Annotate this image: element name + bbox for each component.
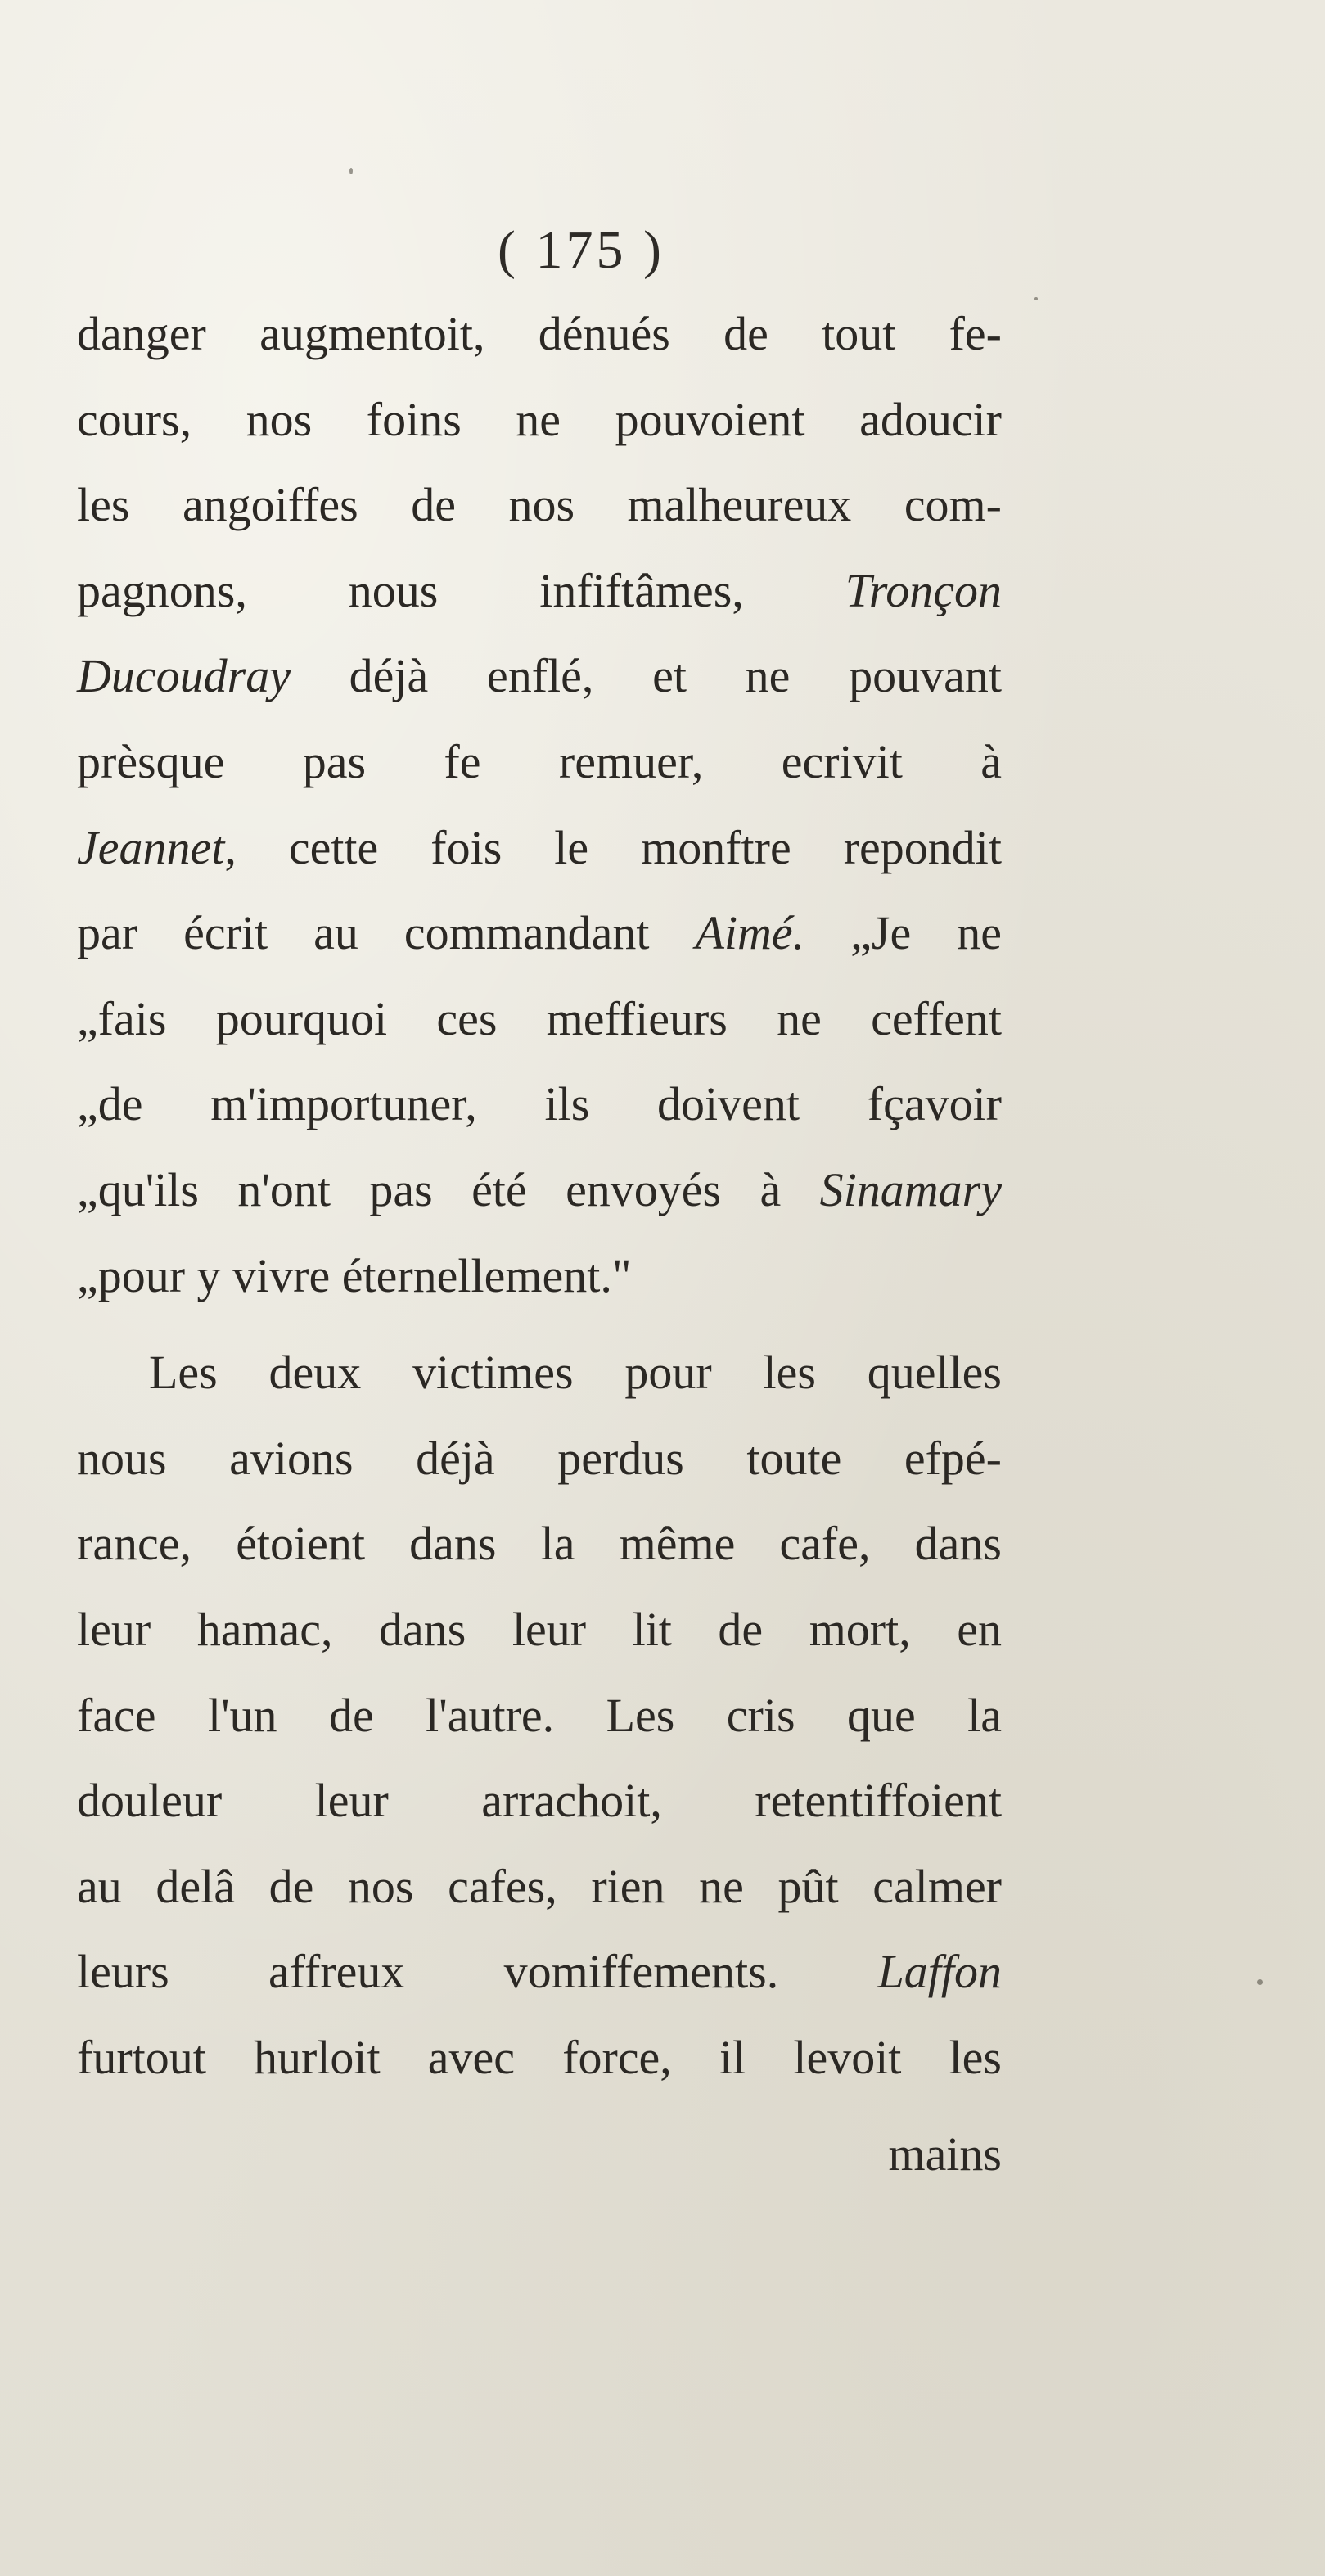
text-run: pagnons, nous infiftâmes, bbox=[77, 563, 845, 617]
body-text bbox=[77, 291, 1002, 2198]
text-line bbox=[77, 1416, 1002, 1502]
paper-speck bbox=[1257, 1979, 1263, 1985]
text-run: , cette fois le monftre repondit bbox=[224, 820, 1002, 874]
text-run: „pour y vivre éternellement." bbox=[77, 1248, 632, 1302]
text-run: „de m'importuner, ils doivent fçavoir bbox=[77, 1077, 1002, 1131]
text-line bbox=[77, 1330, 1002, 1416]
text-line bbox=[77, 1501, 1002, 1587]
text-line bbox=[77, 1758, 1002, 1844]
text-run: danger augmentoit, dénués de tout fe- bbox=[77, 307, 1002, 360]
text-run: cours, nos foins ne pouvoient adoucir bbox=[77, 392, 1002, 446]
italic-name: Aimé. bbox=[695, 906, 805, 960]
text-run: au delâ de nos cafes, rien ne pût calmer bbox=[77, 1859, 1002, 1913]
text-run: par écrit au commandant bbox=[77, 906, 696, 960]
text-run: leurs affreux vomiffements. bbox=[77, 1945, 878, 1999]
paper-speck bbox=[1034, 297, 1038, 300]
text-run: mains bbox=[888, 2127, 1002, 2181]
text-run: prèsque pas fe remuer, ecrivit à bbox=[77, 734, 1002, 788]
italic-name: Jeannet bbox=[77, 820, 225, 874]
text-run: furtout hurloit avec force, il levoit les bbox=[77, 2030, 1002, 2084]
text-line bbox=[77, 805, 1002, 891]
text-run: leur hamac, dans leur lit de mort, en bbox=[77, 1602, 1002, 1656]
italic-name: Laffon bbox=[877, 1945, 1002, 1999]
text-line bbox=[77, 1587, 1002, 1673]
text-run: „qu'ils n'ont pas été envoyés à bbox=[77, 1162, 820, 1216]
text-run: „fais pourquoi ces meffieurs ne ceffent bbox=[77, 991, 1002, 1045]
page-number: ( 175 ) bbox=[498, 220, 665, 280]
text-line bbox=[77, 377, 1002, 463]
text-line bbox=[77, 1844, 1002, 1930]
text-line bbox=[77, 977, 1002, 1062]
text-line bbox=[77, 1673, 1002, 1759]
text-run: face l'un de l'autre. Les cris que la bbox=[77, 1688, 1002, 1742]
italic-name: Sinamary bbox=[819, 1162, 1002, 1216]
text-line bbox=[77, 1148, 1002, 1234]
text-line bbox=[77, 2112, 1002, 2198]
italic-name: Tronçon bbox=[845, 563, 1002, 617]
text-line bbox=[77, 1062, 1002, 1148]
text-run: douleur leur arrachoit, retentiffoient bbox=[77, 1774, 1002, 1828]
text-line bbox=[77, 720, 1002, 805]
italic-name: Ducoudray bbox=[77, 649, 291, 703]
paper-speck bbox=[349, 168, 353, 174]
text-run: „Je ne bbox=[804, 906, 1002, 960]
text-line bbox=[77, 462, 1002, 548]
text-line bbox=[77, 548, 1002, 634]
text-run: les angoiffes de nos malheureux com- bbox=[77, 478, 1002, 532]
text-line bbox=[77, 891, 1002, 977]
text-line bbox=[77, 2015, 1002, 2101]
text-run: Les deux victimes pour les quelles bbox=[149, 1346, 1002, 1400]
text-run: rance, étoient dans la même cafe, dans bbox=[77, 1517, 1002, 1571]
text-run: déjà enflé, et ne pouvant bbox=[290, 649, 1002, 703]
text-line bbox=[77, 634, 1002, 720]
text-line bbox=[77, 1234, 1002, 1320]
text-line bbox=[77, 291, 1002, 377]
text-line bbox=[77, 1929, 1002, 2015]
text-run: nous avions déjà perdus toute efpé- bbox=[77, 1431, 1002, 1485]
